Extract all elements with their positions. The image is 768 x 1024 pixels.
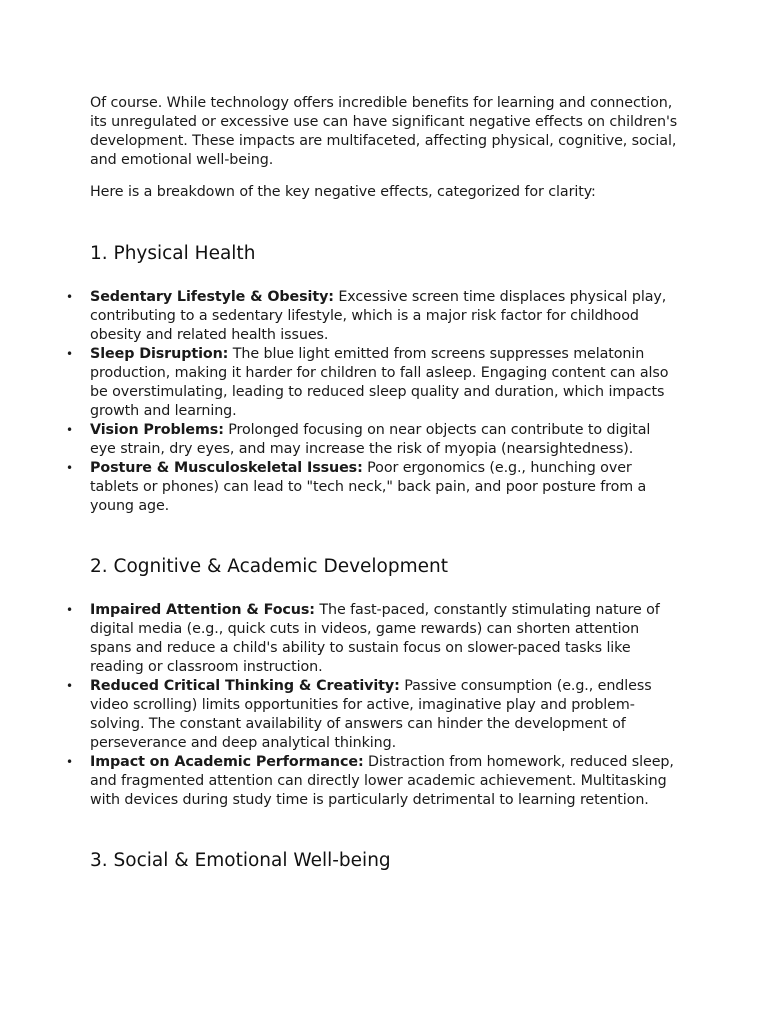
- list-item-term: Impaired Attention & Focus:: [90, 602, 315, 618]
- cognitive-academic-list: [66, 601, 678, 810]
- list-item-term: Vision Problems:: [90, 422, 224, 438]
- list-item-term: Sedentary Lifestyle & Obesity:: [90, 289, 334, 305]
- list-item-text: Distraction from homework, reduced sleep, and fragmented attention can directly lower academic achievement. Multitasking with devices during study time is particularly detrimental to learning retention.: [90, 754, 674, 808]
- list-item-text: Prolonged focusing on near objects can contribute to digital eye strain, dry eyes, and may increase the risk of myopia (nearsightedness).: [90, 422, 651, 457]
- intro-breakdown-paragraph: Here is a breakdown of the key negative effects, categorized for clarity:: [90, 184, 596, 200]
- list-item: [66, 421, 678, 459]
- bullet-icon: •: [66, 290, 73, 304]
- bullet-icon: •: [66, 347, 73, 361]
- bullet-icon: •: [66, 461, 73, 475]
- list-item-term: Sleep Disruption:: [90, 346, 229, 362]
- list-item-term: Reduced Critical Thinking & Creativity:: [90, 678, 400, 694]
- list-item: [66, 459, 678, 516]
- list-item-text: The blue light emitted from screens suppresses melatonin production, making it harder for children to fall asleep. Engaging content can also be overstimulating, leading to reduced sleep quality and duration, which impacts growth and learning.: [90, 346, 669, 419]
- list-item: [66, 601, 678, 677]
- section-heading-cognitive-academic: 2. Cognitive & Academic Development: [90, 556, 449, 577]
- list-item-text: Excessive screen time displaces physical play, contributing to a sedentary lifestyle, which is a major risk factor for childhood obesity and related health issues.: [90, 289, 667, 343]
- list-item-text: Poor ergonomics (e.g., hunching over tablets or phones) can lead to "tech neck," back pain, and poor posture from a young age.: [90, 460, 647, 514]
- list-item: [66, 345, 678, 421]
- bullet-icon: •: [66, 755, 73, 769]
- bullet-icon: •: [66, 679, 73, 693]
- list-item-term: Posture & Musculoskeletal Issues:: [90, 460, 363, 476]
- list-item: [66, 677, 678, 753]
- list-item-text: The fast-paced, constantly stimulating nature of digital media (e.g., quick cuts in videos, game rewards) can shorten attention spans and reduce a child's ability to sustain focus on slower-paced tasks like reading or classroom instruction.: [90, 602, 660, 675]
- section-heading-social-emotional: 3. Social & Emotional Well-being: [90, 850, 391, 871]
- intro-paragraph: Of course. While technology offers incredible benefits for learning and connection, its unregulated or excessive use can have significant negative effects on children's development. These impacts are multifaceted, affecting physical, cognitive, social, and emotional well-being.: [90, 95, 678, 168]
- bullet-icon: •: [66, 423, 73, 437]
- section-heading-physical-health: 1. Physical Health: [90, 243, 256, 264]
- list-item: [66, 753, 678, 810]
- list-item-term: Impact on Academic Performance:: [90, 754, 364, 770]
- list-item-text: Passive consumption (e.g., endless video scrolling) limits opportunities for active, imaginative play and problem-solving. The constant availability of answers can hinder the development of perseverance and deep analytical thinking.: [90, 678, 652, 751]
- list-item: [66, 288, 678, 345]
- bullet-icon: •: [66, 603, 73, 617]
- physical-health-list: [66, 288, 678, 516]
